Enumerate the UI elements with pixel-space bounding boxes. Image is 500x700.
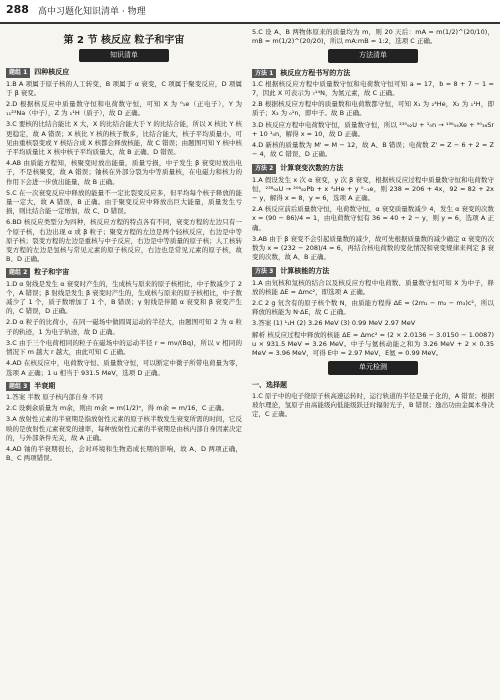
method-title: 计算核能的方法 bbox=[280, 267, 330, 276]
method-tag: 方法 2 bbox=[252, 164, 276, 173]
method-tag: 方法 3 bbox=[252, 267, 276, 276]
unit-test-bar: 单元检测 bbox=[328, 361, 418, 374]
knowledge-bar: 知识清单 bbox=[79, 49, 169, 62]
group-title: 粒子和宇宙 bbox=[34, 268, 70, 277]
answer-paragraph: 5.C 设 A、B 两物体原来的质量均为 m，则 20 天后：mA = m(1/2)^(20/10)，mB = m(1/2)^(20/20)，所以 mA:mB = 1:2，选项 C 正确。 bbox=[252, 28, 494, 46]
answer-paragraph: 1.答案 半数 原子核内部自身 不同 bbox=[6, 392, 103, 401]
answer-paragraph: 6.BD 核反应类型分为四种，核反应方程的特点各有不同，衰变方程的左边只有一个原子核，右边出现 α 或 β 粒子；聚变方程的左边是两个轻核反应，右边是中等原子核；裂变方程的左边是重核与中子反应，右边是中等质量的原子核；人工核转变方程的左边是氢核与常见元素的原子核反应，右边也是常见元素的原子核，故 B、D 正确。 bbox=[6, 218, 242, 264]
group-1-heading bbox=[6, 68, 242, 77]
right-column bbox=[252, 28, 494, 421]
answer-paragraph: 3.AB 由于 β 衰变不会引起质量数的减少，故可先根据质量数的减少确定 α 衰变的次数为 x = (232 − 208)/4 = 6，再结合核电荷数的变化情况和衰变规律来判定 β 衰变的次数，故 A、B 正确。 bbox=[252, 234, 494, 262]
answer-paragraph: 2.C 设剩余质量为 m余，则由 m余 = m(1/2)ⁿ，得 m余 = m/16，C 正确。 bbox=[6, 404, 229, 413]
answer-paragraph: 2.A 核反应前后质量数守恒，电荷数守恒，α 衰变质量数减少 4，发生 α 衰变的次数 x = (90 − 86)/4 = 1，由电荷数守恒有 36 = 40 + 2 − y，则 y = 6，选项 A 正确。 bbox=[252, 205, 494, 232]
method-2-heading bbox=[252, 164, 494, 173]
answer-paragraph: 3.答案 (1) ¹₁H (2) 3.26 MeV (3) 0.99 MeV 2.97 MeV bbox=[252, 319, 416, 328]
page-number: 288 bbox=[6, 3, 29, 16]
answer-paragraph: 4.AB 由质能方程知，核聚变时放出能量，质量亏损，中子发生 β 衰变时放出电子，不是核聚变，故 A 错误；铀核在外部分裂为中等质量核，在电磁力和核力的作用下会进一步放出能量，故 B 正确。 bbox=[6, 159, 242, 186]
left-column bbox=[6, 28, 242, 465]
group-title: 四种核反应 bbox=[34, 68, 70, 77]
book-title: 高中习题化知识清单 · 物理 bbox=[38, 7, 146, 17]
group-3-heading bbox=[6, 382, 242, 391]
section-title: 第 2 节 核反应 粒子和宇宙 bbox=[63, 35, 185, 46]
method-tag: 方法 1 bbox=[252, 69, 276, 78]
answer-paragraph: 3.C 由于三个电荷相同的粒子在磁场中的运动半径 r = mv/(Bq)，所以 v 相同的情况下 m 越大 r 越大，由此可知 C 正确。 bbox=[6, 338, 242, 357]
page-header bbox=[0, 0, 500, 24]
method-title: 计算衰变次数的方法 bbox=[280, 164, 344, 173]
answer-paragraph: 1.C 原子中的电子绕原子核高速运转时，运行轨道的半径是量子化的，A 错误；根据玻尔理论，氢原子由高能级向低能级跃迁时辐射光子，B 错误；逸出功由金属本身决定，C 正确。 bbox=[252, 391, 494, 419]
answer-paragraph: 1.B A 项属于原子核的人工转变，B 项属于 α 衰变，C 项属于聚变反应，D 项属于 β 衰变。 bbox=[6, 79, 242, 97]
choice-heading: 一、选择题 bbox=[252, 380, 287, 389]
group-title: 半衰期 bbox=[34, 381, 56, 390]
answer-paragraph: 1.C 根据核反应方程中质量数守恒和电荷数守恒可知 a = 17，b = 8 + 7 − 1 = 7，因此 X 可表示为 ₇¹⁴N，为氮元素，故 C 正确。 bbox=[252, 79, 494, 98]
answer-paragraph: 3.A 放射性元素的半衰期是指放射性元素的原子核半数发生衰变所需的时间，它反映的是放射性元素衰变的速率，每种放射性元素的半衰期是由核内部自身因素决定的，与外部条件无关，故 A 正确。 bbox=[6, 415, 242, 442]
answer-paragraph: 2.B 根据核反应方程中的质量数和电荷数都守恒，可知 X₁ 为 ₂⁴He，X₂ 为 ₁¹H，即质子；X₃ 为 ₀¹n，即中子。故 B 正确。 bbox=[252, 100, 494, 118]
group-2-heading bbox=[6, 268, 242, 277]
answer-paragraph: 1.D α 射线是发生 α 衰变时产生的，生成核与原来的原子核相比，中子数减少了 2 个，A 错误；β 射线是发生 β 衰变时产生的，生成核与原来的原子核相比，中子数减少了 1 个，质子数增加了 1 个，B 错误；γ 射线是伴随 α 衰变和 β 衰变产生的，C 错误，D 正确。 bbox=[6, 279, 242, 316]
answer-paragraph: 3.D 核反应方程中电荷数守恒，质量数守恒，所以 ²³⁵₉₂U + ¹₀n → ¹³⁶₅₄Xe + ⁹⁰₃₈Sr + 10 ¹₀n，解得 x = 10，故 D 正确。 bbox=[252, 120, 494, 138]
answer-paragraph: 3.C 要核的比结合能比 X 大，X 的比结合能大于 Y 的比结合能，所以 X 核比 Y 核更稳定，故 A 错误；X 核比 Y 核的核子数多，比结合能大，核子平均质量小，可见由重核裂变或 Y 核结合成 X 核都会释放核能，故 C 错误；由题图可知 Y 核中核子平均质量比 X 核中核子平均质量大，故 B 正确、D 错误。 bbox=[6, 120, 242, 157]
answer-paragraph: 1.A 假设发生 x 次 α 衰变，y 次 β 衰变，根据核反应过程中质量数守恒和电荷数守恒，²³⁸₉₂U → ²⁰⁶₈₂Pb + x ⁴₂He + y ⁰₋₁e，则 238 = 206 + 4x，92 = 82 + 2x − y，解得 x = 8，y = 6，选项 A 正确。 bbox=[252, 175, 494, 203]
method-bar: 方法清单 bbox=[328, 49, 418, 62]
method-3-heading bbox=[252, 267, 494, 276]
group-tag: 题组 1 bbox=[6, 68, 30, 77]
method-1-heading bbox=[252, 69, 494, 78]
answer-paragraph: 2.C 2 g 氘含有的原子核个数 N，由质能方程得 ΔE = (2m₁ − m₂ − m₃)c²，所以释放的核能为 N·ΔE，故 C 正确。 bbox=[252, 299, 494, 317]
answer-paragraph: 4.AD 铀的半衰期很长，会对环境和生物造成长期的影响，故 A、D 两项正确，B、C 两项错误。 bbox=[6, 444, 242, 463]
answer-paragraph: 5.C 在一次衰变反应中释放的能量不一定比裂变反应多，但平均每个核子释放的能量一定大，故 A 错误，B 正确。由于聚变反应中释放出巨大能量，质量发生亏损，则比结合能一定增加，故 C、D 错误。 bbox=[6, 188, 242, 216]
group-tag: 题组 2 bbox=[6, 268, 30, 277]
answer-paragraph: 4.AD 在核反应中，电荷数守恒、质量数守恒，可以断定中微子所带电荷量为零，选项 A 正确；1 u 相当于 931.5 MeV，选项 D 正确。 bbox=[6, 359, 242, 377]
answer-paragraph: 解析 核反应过程中释放的核能 ΔE = Δmc² = (2 × 2.0136 − 3.0150 − 1.0087) u × 931.5 MeV ≈ 3.26 MeV。中子与氦核动能之和为 3.26 MeV + 2 × 0.35 MeV = 3.96 MeV，可得 E中 = 2.97 MeV，E氦 = 0.99 MeV。 bbox=[252, 330, 494, 358]
method-title: 核反应方程书写的方法 bbox=[280, 68, 351, 77]
answer-paragraph: 4.D 新核的质量数为 M' = M − 12，故 A、B 错误；电荷数 Z' = Z − 6 + 2 = Z − 4，故 C 错误、D 正确。 bbox=[252, 141, 494, 159]
answer-paragraph: 2.D 根据核反应中质量数守恒和电荷数守恒，可知 X 为 ⁰₁e（正电子），Y 为 ₁₁²³Na（中子），Z 为 ₁¹H（质子），故 D 正确。 bbox=[6, 100, 242, 118]
group-tag: 题组 3 bbox=[6, 382, 30, 391]
answer-paragraph: 2.D α 粒子的比荷小，在同一磁场中做圆周运动的半径大，由题图可知 2 为 α 粒子的轨迹，1 为电子轨迹，故 D 正确。 bbox=[6, 318, 242, 336]
answer-paragraph: 1.A 由氘核和氚核的结合以及核反应方程中电荷数、质量数守恒可知 X 为中子，释放的核能 ΔE = Δmc²，即选项 A 正确。 bbox=[252, 278, 494, 296]
